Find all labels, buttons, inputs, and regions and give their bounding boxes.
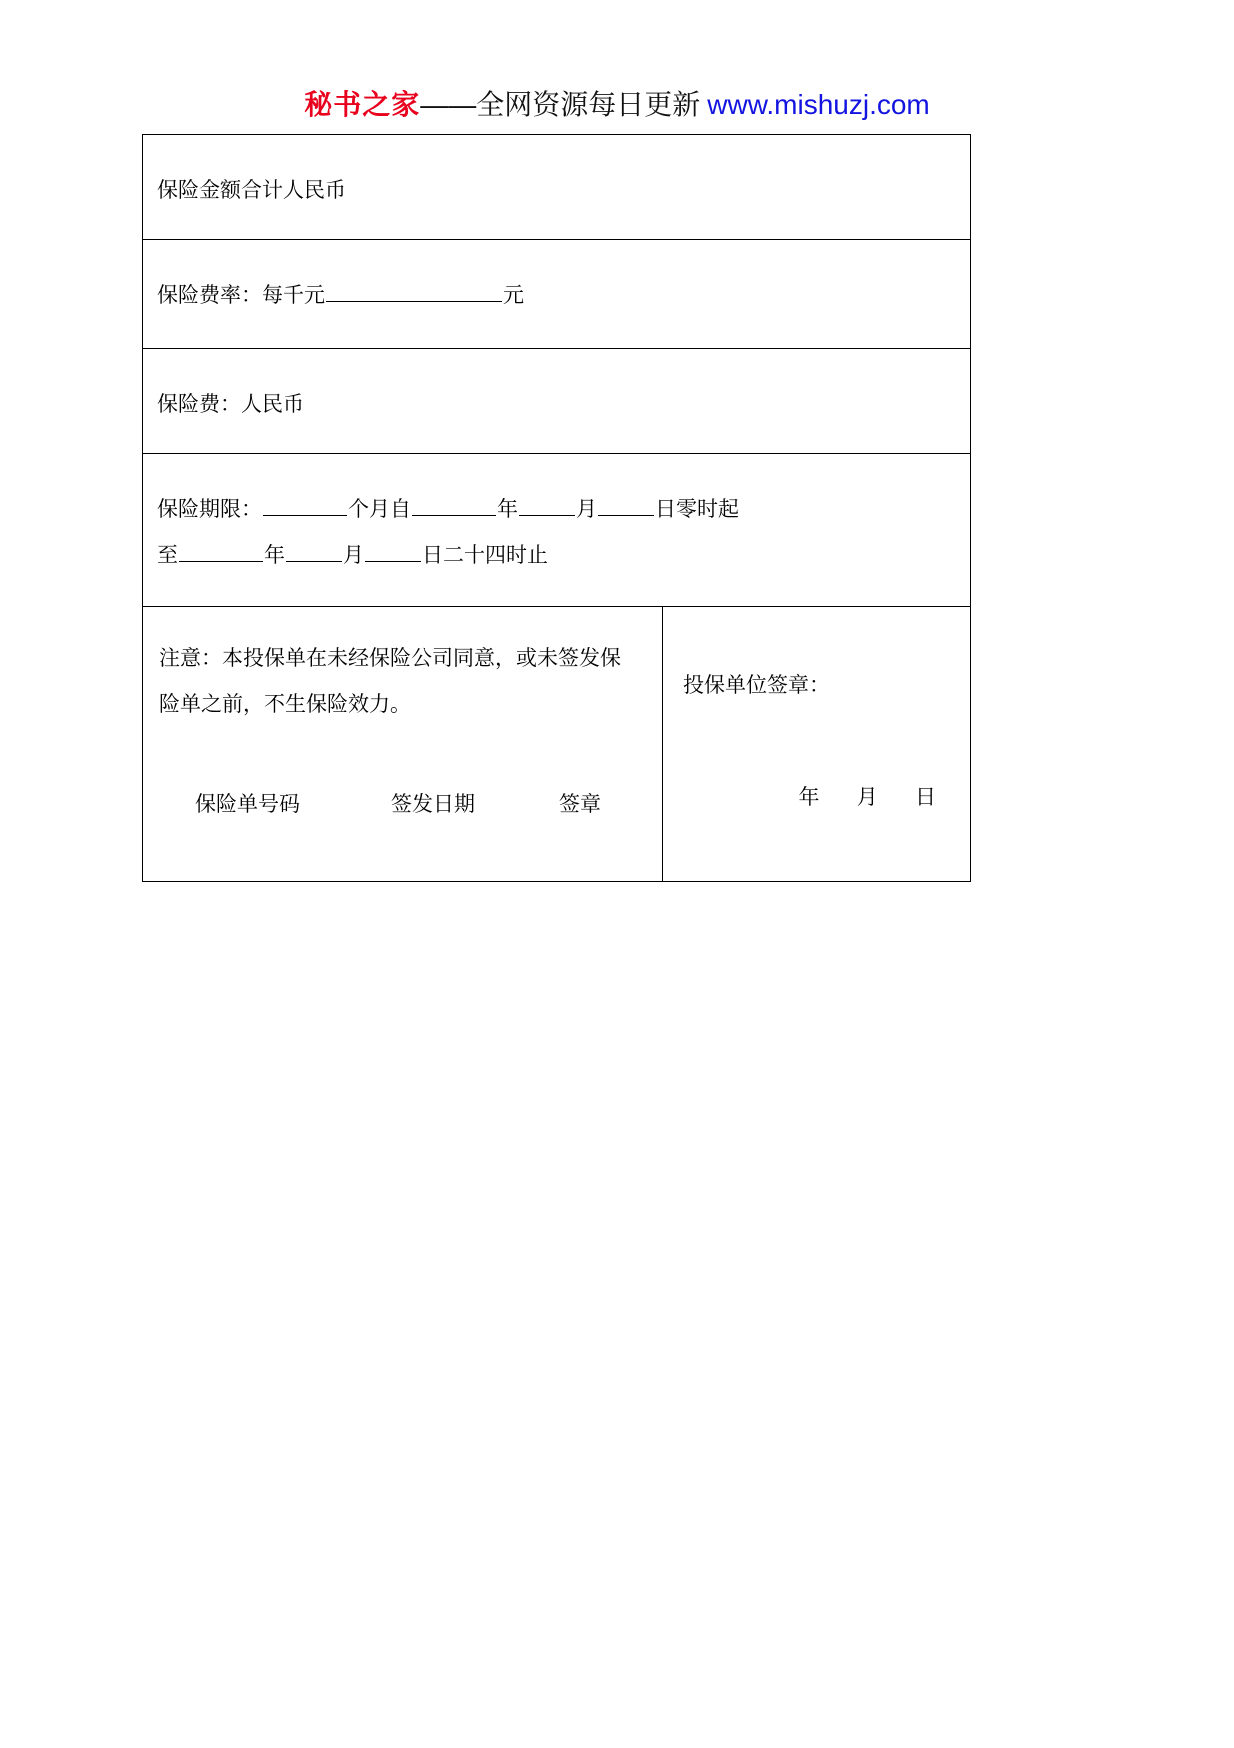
banner-brand: 秘书之家 (304, 89, 421, 120)
table-row (143, 240, 971, 349)
term-until-label: 至 (157, 543, 178, 567)
term-end-year-blank[interactable] (179, 542, 263, 562)
premium-rate-label: 保险费率：每千元 (157, 283, 325, 307)
term-start-month-blank[interactable] (519, 496, 575, 516)
table-row (143, 349, 971, 454)
insurance-form-table (142, 134, 971, 882)
term-line-start (157, 486, 970, 532)
premium-rate-blank[interactable] (326, 282, 502, 302)
term-end-day-blank[interactable] (365, 542, 421, 562)
premium-rate-unit: 元 (503, 283, 524, 307)
cell-applicant-seal (663, 607, 971, 882)
table-row (143, 454, 971, 607)
cell-notice (143, 607, 663, 882)
term-months-blank[interactable] (263, 496, 347, 516)
term-months-unit: 个月自 (348, 497, 411, 521)
table-row (143, 607, 971, 882)
notice-line-2: 险单之前，不生保险效力。 (159, 692, 411, 716)
policy-number-label: 保险单号码 (195, 792, 300, 816)
term-start-year-unit: 年 (497, 497, 518, 521)
applicant-date-ymd: 年 月 日 (798, 785, 952, 809)
term-end-month-blank[interactable] (286, 542, 342, 562)
banner-tagline: ——全网资源每日更新 (420, 89, 701, 120)
term-end-year-unit: 年 (264, 543, 285, 567)
banner-url[interactable]: www.mishuzj.com (707, 89, 930, 120)
term-end-month-unit: 月 (343, 543, 364, 567)
premium-label: 保险费：人民币 (157, 392, 304, 416)
cell-insured-amount (143, 135, 971, 240)
insured-amount-label: 保险金额合计人民币 (157, 178, 346, 202)
table-row (143, 135, 971, 240)
site-banner (0, 88, 1234, 123)
cell-insurance-term (143, 454, 971, 607)
notice-line-1: 注意：本投保单在未经保险公司同意，或未签发保 (159, 646, 621, 670)
term-start-month-unit: 月 (576, 497, 597, 521)
applicant-seal-label: 投保单位签章： (683, 673, 830, 697)
term-end-time: 日二十四时止 (422, 543, 548, 567)
cell-premium (143, 349, 971, 454)
seal-label: 签章 (559, 792, 601, 816)
term-line-end (157, 532, 970, 578)
term-label: 保险期限： (157, 497, 262, 521)
term-start-year-blank[interactable] (412, 496, 496, 516)
term-start-time: 日零时起 (655, 497, 739, 521)
issue-date-label: 签发日期 (391, 792, 475, 816)
cell-premium-rate (143, 240, 971, 349)
policy-reference-row (159, 781, 644, 827)
term-start-day-blank[interactable] (598, 496, 654, 516)
